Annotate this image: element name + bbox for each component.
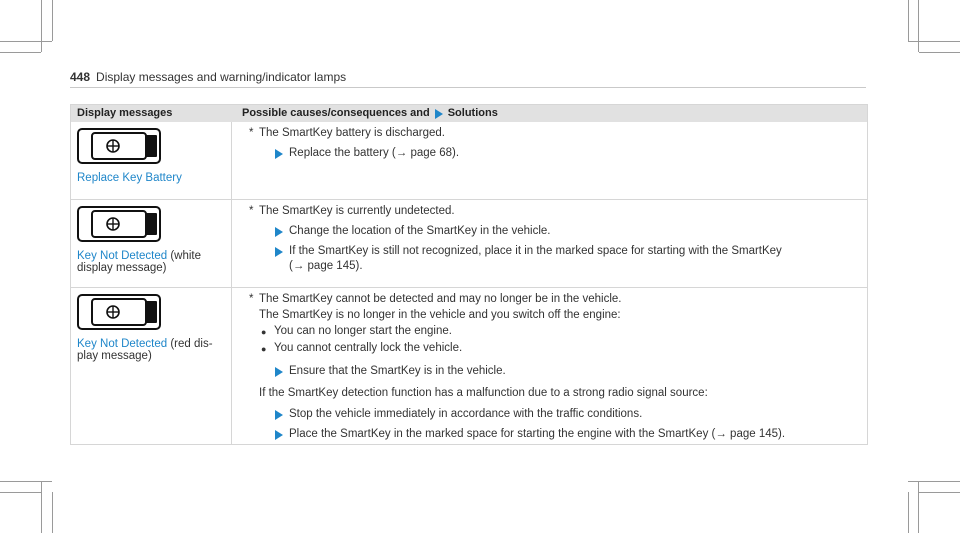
- smartkey-icon: [77, 206, 161, 242]
- smartkey-icon: [77, 294, 161, 330]
- header-rule: [70, 87, 866, 88]
- page-number: 448: [70, 70, 91, 84]
- bullet-text: You cannot centrally lock the vehicle.: [274, 342, 463, 354]
- step-text: Replace the battery (→ page 68).: [289, 147, 460, 159]
- step-arrow-icon: [275, 149, 283, 159]
- display-message-note-cont: display message): [77, 262, 167, 274]
- solution-cell: [232, 200, 867, 287]
- crop-mark: [918, 481, 919, 533]
- step-arrow-icon: [275, 367, 283, 377]
- step-arrow-icon: [275, 247, 283, 257]
- cause-text: The SmartKey battery is discharged.: [259, 127, 445, 139]
- table-row: [71, 288, 867, 445]
- arrow-right-icon: [435, 109, 443, 119]
- display-message-label: Key Not Detected: [77, 338, 168, 350]
- messages-table: [70, 104, 868, 445]
- bullet: ●: [261, 327, 267, 337]
- crop-mark: [0, 41, 52, 42]
- step-arrow-icon: [275, 430, 283, 440]
- col-header-prefix: Possible causes/consequences and: [242, 107, 430, 119]
- step-text: Stop the vehicle immediately in accordance with the traffic conditions.: [289, 408, 643, 420]
- display-message-label: Key Not Detected: [77, 250, 168, 262]
- crop-mark: [918, 0, 919, 52]
- crop-mark: [0, 492, 41, 493]
- page-header: [70, 70, 866, 84]
- cause-text: The SmartKey is currently undetected.: [259, 205, 455, 217]
- step-text: Change the location of the SmartKey in the vehicle.: [289, 225, 551, 237]
- step-text-cont: (→ page 145).: [289, 260, 363, 272]
- step-text: Ensure that the SmartKey is in the vehicle.: [289, 365, 506, 377]
- display-message-note: (red dis-: [170, 338, 213, 350]
- crop-mark: [41, 481, 42, 533]
- crop-mark: [919, 52, 960, 53]
- table-row: [71, 200, 867, 288]
- table-header: [71, 105, 867, 122]
- col-header-suffix: Solutions: [447, 107, 498, 119]
- crop-mark: [0, 481, 52, 482]
- bullet-text: You can no longer start the engine.: [274, 325, 452, 337]
- page-header-title: Display messages and warning/indicator lamps: [96, 70, 347, 84]
- crop-mark: [52, 492, 53, 533]
- message-cell: [71, 122, 232, 199]
- display-message-text: [77, 338, 231, 350]
- crop-mark: [908, 41, 960, 42]
- smartkey-icon: [77, 128, 161, 164]
- message-cell: [71, 200, 232, 287]
- crop-mark: [908, 492, 909, 533]
- crop-mark: [52, 0, 53, 41]
- crop-mark: [908, 0, 909, 41]
- crop-mark: [919, 492, 960, 493]
- display-message-note-cont: play message): [77, 350, 152, 362]
- asterisk: *: [249, 127, 254, 139]
- asterisk: *: [249, 205, 254, 217]
- display-message-text: Replace Key Battery: [77, 172, 182, 184]
- step-arrow-icon: [275, 227, 283, 237]
- message-cell: [71, 288, 232, 444]
- cause-text: The SmartKey cannot be detected and may no longer be in the vehicle.: [259, 293, 622, 305]
- crop-mark: [908, 481, 960, 482]
- solution-cell: [232, 288, 867, 444]
- crop-mark: [41, 0, 42, 52]
- asterisk: *: [249, 293, 254, 305]
- bullet: ●: [261, 344, 267, 354]
- col-header-display-messages: Display messages: [77, 107, 173, 119]
- col-header-solutions: [238, 105, 867, 122]
- cause-text-2: The SmartKey is no longer in the vehicle and you switch off the engine:: [259, 309, 621, 321]
- malfunction-text: If the SmartKey detection function has a malfunction due to a strong radio signal source:: [259, 387, 708, 399]
- display-message-note: (white: [170, 250, 202, 262]
- step-text: If the SmartKey is still not recognized, place it in the marked space for starting with the SmartKey: [289, 245, 782, 257]
- step-arrow-icon: [275, 410, 283, 420]
- table-row: [71, 122, 867, 200]
- step-text: Place the SmartKey in the marked space for starting the engine with the SmartKey (→ page 145).: [289, 428, 786, 440]
- solution-cell: [232, 122, 867, 199]
- display-message-text: [77, 250, 231, 262]
- crop-mark: [0, 52, 41, 53]
